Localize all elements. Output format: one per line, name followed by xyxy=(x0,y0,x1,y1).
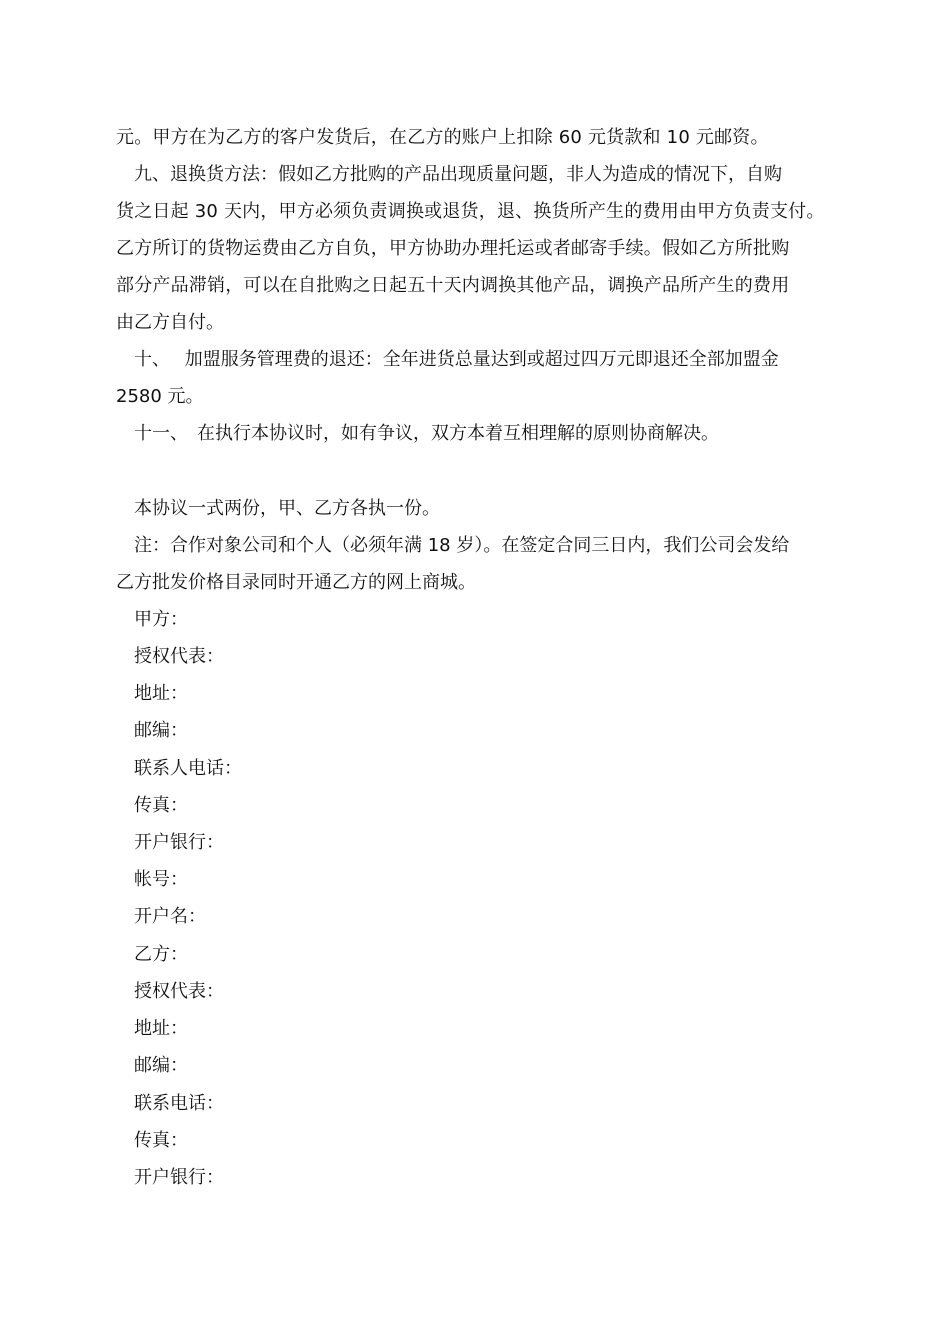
party-b-label: 乙方： xyxy=(134,944,188,965)
clause-nine-heading-line: 九、退换货方法：假如乙方批购的产品出现质量问题，非人为造成的情况下，自购 xyxy=(134,164,782,185)
party-b-representative-label: 授权代表： xyxy=(134,981,224,1002)
party-b-fax-label: 传真： xyxy=(134,1130,188,1151)
party-a-address-label: 地址： xyxy=(134,683,188,704)
copies-statement: 本协议一式两份，甲、乙方各执一份。 xyxy=(134,498,440,519)
party-a-account-name-label: 开户名： xyxy=(134,906,206,927)
party-b-contact-phone-label: 联系电话： xyxy=(134,1093,224,1114)
party-a-bank-label: 开户银行： xyxy=(134,832,224,853)
paragraph-line: 由乙方自付。 xyxy=(116,312,224,333)
clause-eleven-line: 十一、 在执行本协议时，如有争议，双方本着互相理解的原则协商解决。 xyxy=(134,423,719,444)
paragraph-line: 货之日起 30 天内，甲方必须负责调换或退货，退、换货所产生的费用由甲方负责支付。 xyxy=(116,201,825,222)
clause-ten-line: 十、 加盟服务管理费的退还：全年进货总量达到或超过四万元即退还全部加盟金 xyxy=(134,349,779,370)
party-b-address-label: 地址： xyxy=(134,1018,188,1039)
note-line: 乙方批发价格目录同时开通乙方的网上商城。 xyxy=(116,572,476,593)
party-b-bank-label: 开户银行： xyxy=(134,1167,224,1188)
party-a-postcode-label: 邮编： xyxy=(134,720,188,741)
party-a-representative-label: 授权代表： xyxy=(134,646,224,667)
note-line: 注：合作对象公司和个人（必须年满 18 岁）。在签定合同三日内，我们公司会发给 xyxy=(134,535,790,556)
paragraph-line: 2580 元。 xyxy=(116,386,204,407)
party-a-fax-label: 传真： xyxy=(134,795,188,816)
party-a-contact-phone-label: 联系人电话： xyxy=(134,758,242,779)
paragraph-line: 乙方所订的货物运费由乙方自负，甲方协助办理托运或者邮寄手续。假如乙方所批购 xyxy=(116,238,790,259)
paragraph-line: 元。甲方在为乙方的客户发货后，在乙方的账户上扣除 60 元货款和 10 元邮资。 xyxy=(116,127,769,148)
party-a-label: 甲方： xyxy=(134,609,188,630)
party-a-account-label: 帐号： xyxy=(134,869,188,890)
party-b-postcode-label: 邮编： xyxy=(134,1055,188,1076)
paragraph-line: 部分产品滞销，可以在自批购之日起五十天内调换其他产品，调换产品所产生的费用 xyxy=(116,275,790,296)
